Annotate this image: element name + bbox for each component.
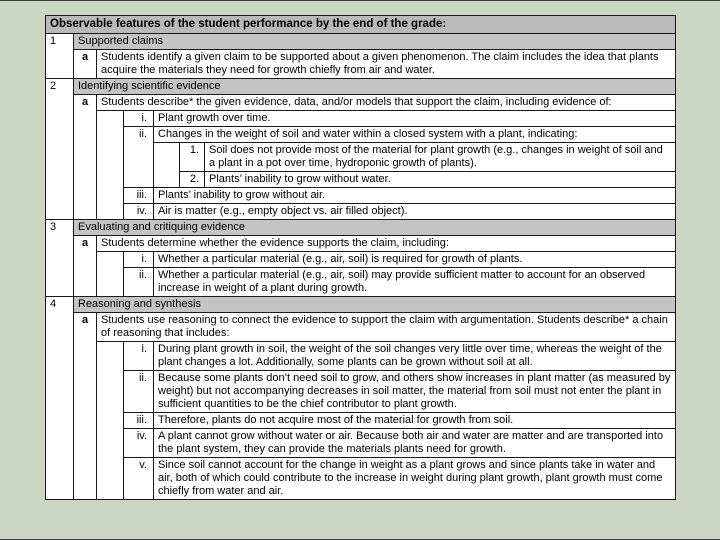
numbered-row xyxy=(180,172,675,187)
letter-body xyxy=(97,236,675,296)
roman-body xyxy=(154,371,675,412)
roman-body xyxy=(154,111,675,126)
section-body xyxy=(74,220,675,296)
section-number: 4 xyxy=(46,297,74,499)
item-text: Students determine whether the evidence supports the claim, including: xyxy=(97,236,675,252)
roman-text: Since soil cannot account for the change in weight as a plant grows and since plants take in water and air, both of which could contribute to the increase in weight during plant growth, plant growth must come chiefly from water and air. xyxy=(158,459,663,497)
roman-row xyxy=(124,429,675,458)
table-section xyxy=(46,220,675,297)
section-number: 1 xyxy=(46,34,74,78)
item-text: Students identify a given claim to be supported about a given phenomenon. The claim includes the idea that plants acquire the materials they need for growth chiefly from air and water. xyxy=(101,51,659,76)
roman-marker: iv. xyxy=(124,429,154,457)
number-marker: 1. xyxy=(180,143,205,171)
roman-marker: ii. xyxy=(124,127,154,187)
letter-body xyxy=(97,95,675,219)
roman-text: Therefore, plants do not acquire most of the material for growth from soil. xyxy=(158,414,514,426)
roman-row xyxy=(124,268,675,296)
numbered-list xyxy=(179,143,675,187)
table-section xyxy=(46,34,675,79)
roman-body xyxy=(154,204,675,219)
roman-row xyxy=(124,127,675,188)
roman-body xyxy=(154,252,675,267)
roman-text: A plant cannot grow without water or air. Because both air and water are matter and are transported into the plant system, they can provide the materials plants need for growth. xyxy=(158,430,664,455)
section-body xyxy=(74,297,675,499)
roman-marker: iv. xyxy=(124,204,154,219)
section-title: Reasoning and synthesis xyxy=(74,297,675,313)
roman-list xyxy=(123,111,675,219)
letter-row xyxy=(74,50,675,78)
roman-marker: i. xyxy=(124,252,154,267)
roman-row xyxy=(124,413,675,429)
section-number: 2 xyxy=(46,79,74,219)
roman-marker: v. xyxy=(124,458,154,499)
letter-row xyxy=(74,236,675,296)
roman-body xyxy=(154,342,675,370)
roman-row xyxy=(124,111,675,127)
roman-text: During plant growth in soil, the weight of the soil changes very little over time, whereas the weight of the plant changes a lot. Additionally, some plants can be grown without soil at all. xyxy=(158,343,662,368)
table-body xyxy=(46,34,675,499)
roman-marker: iii. xyxy=(124,413,154,428)
letter-label: a xyxy=(74,95,97,219)
number-text: Plants’ inability to grow without water. xyxy=(209,173,391,185)
section-title: Supported claims xyxy=(74,34,675,50)
number-text: Soil does not provide most of the material for plant growth (e.g., changes in weight of soil and a plant in a pot over time, hydroponic growth of plants). xyxy=(209,144,663,169)
item-text: Students describe* the given evidence, data, and/or models that support the claim, including evidence of: xyxy=(97,95,675,111)
letter-row xyxy=(74,313,675,499)
roman-text: Air is matter (e.g., empty object vs. air filled object). xyxy=(158,205,408,217)
roman-marker: i. xyxy=(124,111,154,126)
letter-label: a xyxy=(74,50,97,78)
roman-body xyxy=(154,429,675,457)
section-title: Identifying scientific evidence xyxy=(74,79,675,95)
roman-row xyxy=(124,342,675,371)
numbered-row xyxy=(180,143,675,172)
roman-row xyxy=(124,252,675,268)
letter-body xyxy=(97,313,675,499)
roman-marker: ii. xyxy=(124,371,154,412)
roman-row xyxy=(124,371,675,413)
roman-list xyxy=(123,252,675,296)
section-title: Evaluating and critiquing evidence xyxy=(74,220,675,236)
section-body xyxy=(74,79,675,219)
roman-text: Because some plants don’t need soil to grow, and others show increases in plant matter (as measured by weight) but not accompanying decreases in soil matter, the material from soil must not enter the plant in sufficient quantities to be the chief contributor to plant growth. xyxy=(158,372,671,410)
roman-body xyxy=(154,458,675,499)
roman-body xyxy=(154,127,675,187)
letter-body xyxy=(97,50,675,78)
roman-text: Changes in the weight of soil and water within a closed system with a plant, indicating: xyxy=(154,127,675,143)
roman-body xyxy=(154,188,675,203)
roman-list xyxy=(123,342,675,499)
roman-marker: ii. xyxy=(124,268,154,296)
item-text: Students use reasoning to connect the evidence to support the claim with argumentation. Students describe* a chain of reasoning that includes: xyxy=(97,313,675,342)
section-body xyxy=(74,34,675,78)
roman-text: Whether a particular material (e.g., air, soil) is required for growth of plants. xyxy=(158,253,523,265)
performance-table xyxy=(45,15,676,500)
roman-text: Plants’ inability to grow without air. xyxy=(158,189,326,201)
table-section xyxy=(46,79,675,220)
table-header: Observable features of the student performance by the end of the grade: xyxy=(46,16,675,34)
roman-text: Plant growth over time. xyxy=(158,112,271,124)
roman-text: Whether a particular material (e.g., air, soil) may provide sufficient matter to account for an observed increase in weight of a plant during growth. xyxy=(158,269,646,294)
roman-body xyxy=(154,413,675,428)
letter-label: a xyxy=(74,313,97,499)
roman-marker: iii. xyxy=(124,188,154,203)
number-marker: 2. xyxy=(180,172,205,187)
roman-marker: i. xyxy=(124,342,154,370)
table-section xyxy=(46,297,675,499)
roman-body xyxy=(154,268,675,296)
letter-label: a xyxy=(74,236,97,296)
section-number: 3 xyxy=(46,220,74,296)
letter-row xyxy=(74,95,675,219)
roman-row xyxy=(124,204,675,219)
roman-row xyxy=(124,188,675,204)
roman-row xyxy=(124,458,675,499)
